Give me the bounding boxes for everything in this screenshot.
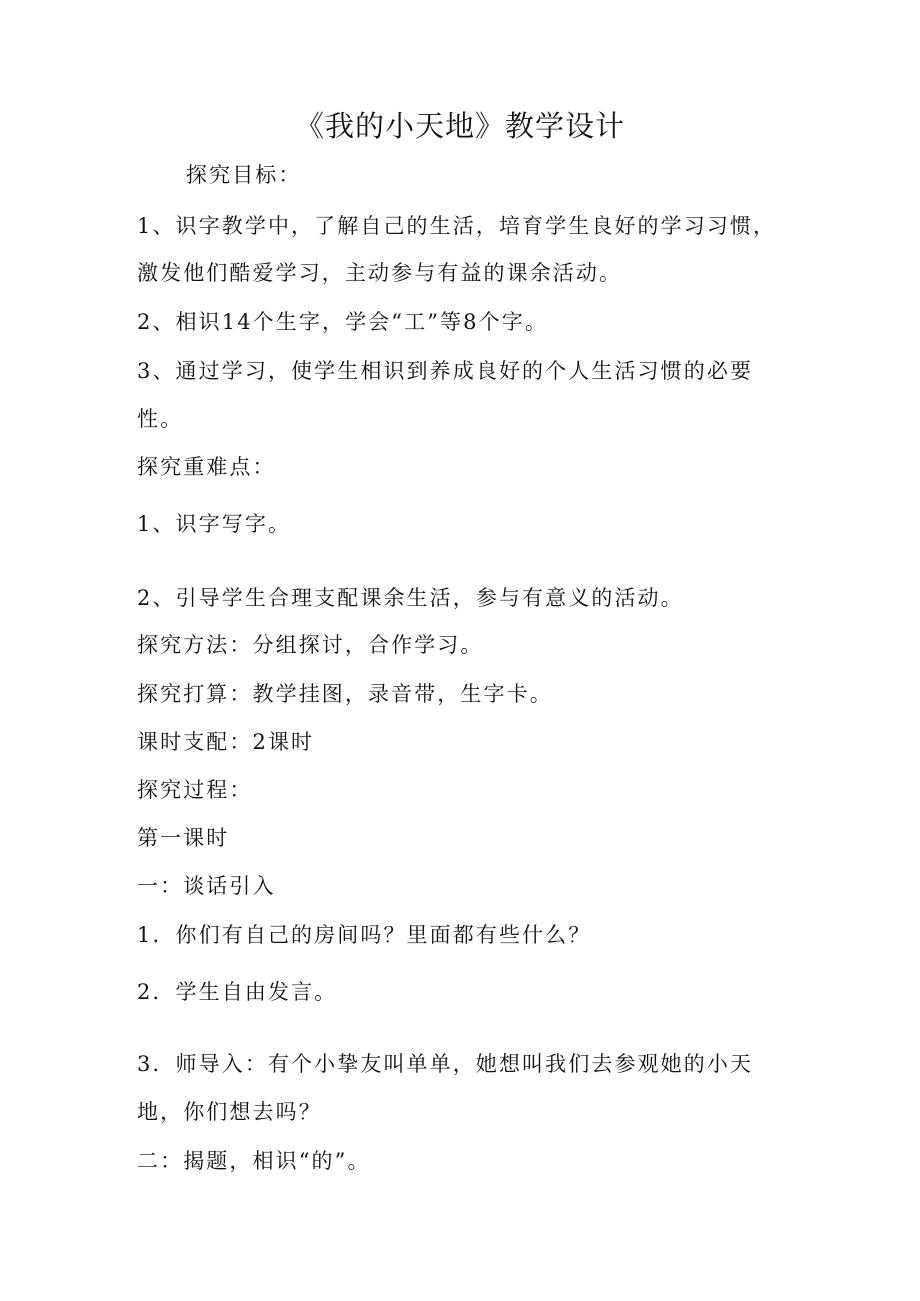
paragraph-line: 1．你们有自己的房间吗？里面都有些什么？ bbox=[137, 923, 592, 947]
paragraph-line: 探究方法：分组探讨，合作学习。 bbox=[137, 633, 484, 657]
paragraph-line: 课时支配：2课时 bbox=[137, 730, 315, 754]
section-heading-key-points: 探究重难点： bbox=[137, 455, 276, 479]
section-heading-objectives: 探究目标： bbox=[186, 163, 302, 187]
document-title: 《我的小天地》教学设计 bbox=[294, 109, 625, 143]
paragraph-line: 2、相识14个生字，学会“工”等8个字。 bbox=[137, 310, 548, 334]
paragraph-line: 激发他们酷爱学习，主动参与有益的课余活动。 bbox=[137, 261, 623, 285]
section-heading-first-lesson: 第一课时 bbox=[137, 826, 230, 850]
section-heading-intro: 一：谈话引入 bbox=[137, 874, 276, 898]
paragraph-line: 探究打算：教学挂图，录音带，生字卡。 bbox=[137, 682, 553, 706]
paragraph-line: 2．学生自由发言。 bbox=[137, 980, 338, 1004]
paragraph-line: 地，你们想去吗？ bbox=[137, 1100, 322, 1124]
paragraph-line: 3、通过学习，使学生相识到养成良好的个人生活习惯的必要 bbox=[137, 359, 754, 383]
paragraph-line: 3．师导入：有个小挚友叫单单，她想叫我们去参观她的小天 bbox=[137, 1052, 754, 1076]
paragraph-line: 性。 bbox=[137, 407, 184, 431]
section-heading-topic: 二：揭题，相识“的”。 bbox=[137, 1149, 371, 1173]
section-heading-process: 探究过程： bbox=[137, 778, 253, 802]
paragraph-line: 1、识字教学中，了解自己的生活，培育学生良好的学习习惯， bbox=[137, 214, 777, 238]
paragraph-line: 1、识字写字。 bbox=[137, 512, 292, 536]
paragraph-line: 2、引导学生合理支配课余生活，参与有意义的活动。 bbox=[137, 586, 684, 610]
